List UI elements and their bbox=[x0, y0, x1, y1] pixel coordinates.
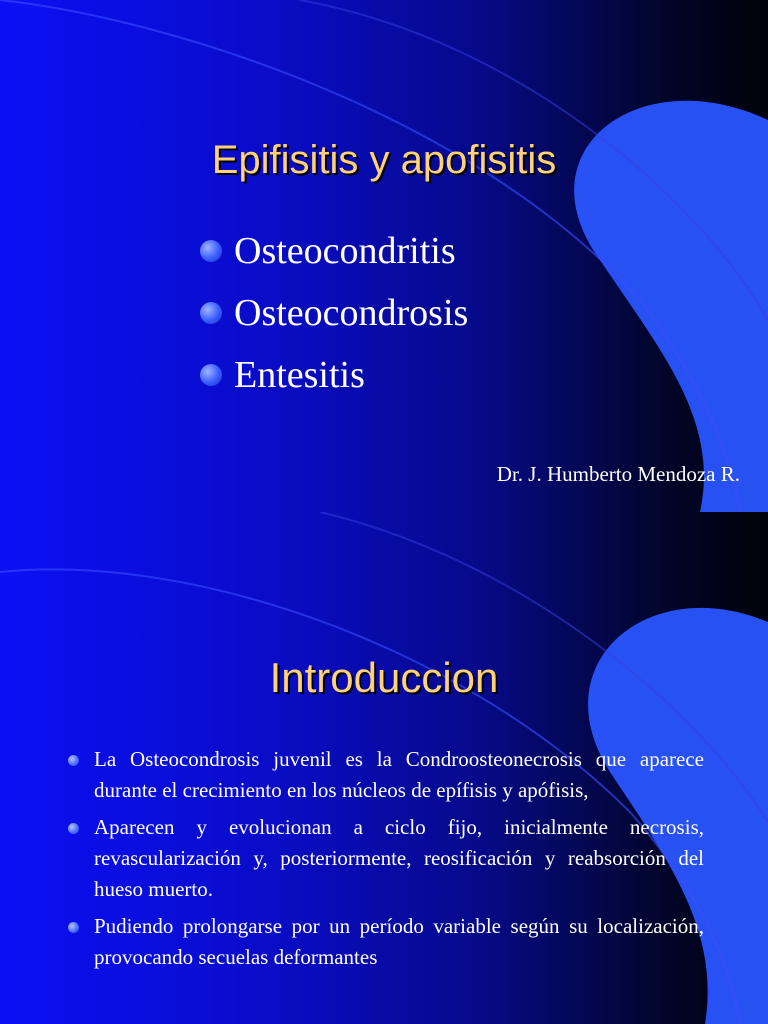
list-item-text: Osteocondrosis bbox=[234, 292, 469, 334]
topic-list bbox=[200, 220, 468, 406]
list-item bbox=[64, 744, 704, 806]
author-name: Dr. J. Humberto Mendoza R. bbox=[496, 462, 740, 486]
bullet-icon bbox=[200, 302, 222, 324]
list-item-text: Aparecen y evolucionan a ciclo fijo, inicialmente necrosis, revascularización y, posteriormente, reosificación y reabsorción del hueso muerto. bbox=[94, 815, 704, 901]
slide-2 bbox=[0, 512, 768, 1024]
list-item bbox=[64, 812, 704, 905]
bullet-icon bbox=[200, 364, 222, 386]
slide-title: Introduccion bbox=[269, 654, 499, 701]
list-item bbox=[200, 344, 468, 406]
list-item bbox=[64, 911, 704, 973]
list-item bbox=[200, 282, 468, 344]
bullet-icon bbox=[68, 823, 79, 834]
list-item-text: La Osteocondrosis juvenil es la Condroosteonecrosis que aparece durante el crecimiento en los núcleos de epífisis y apófisis, bbox=[94, 747, 704, 802]
intro-list bbox=[64, 744, 704, 979]
bullet-icon bbox=[68, 922, 79, 933]
list-item-text: Osteocondritis bbox=[234, 230, 456, 272]
list-item bbox=[200, 220, 468, 282]
list-item-text: Pudiendo prolongarse por un período variable según su localización, provocando secuelas deformantes bbox=[94, 914, 704, 969]
list-item-text: Entesitis bbox=[234, 354, 365, 396]
bullet-icon bbox=[200, 240, 222, 262]
slide-title: Epifisitis y apofisitis bbox=[211, 138, 557, 182]
bullet-icon bbox=[68, 755, 79, 766]
